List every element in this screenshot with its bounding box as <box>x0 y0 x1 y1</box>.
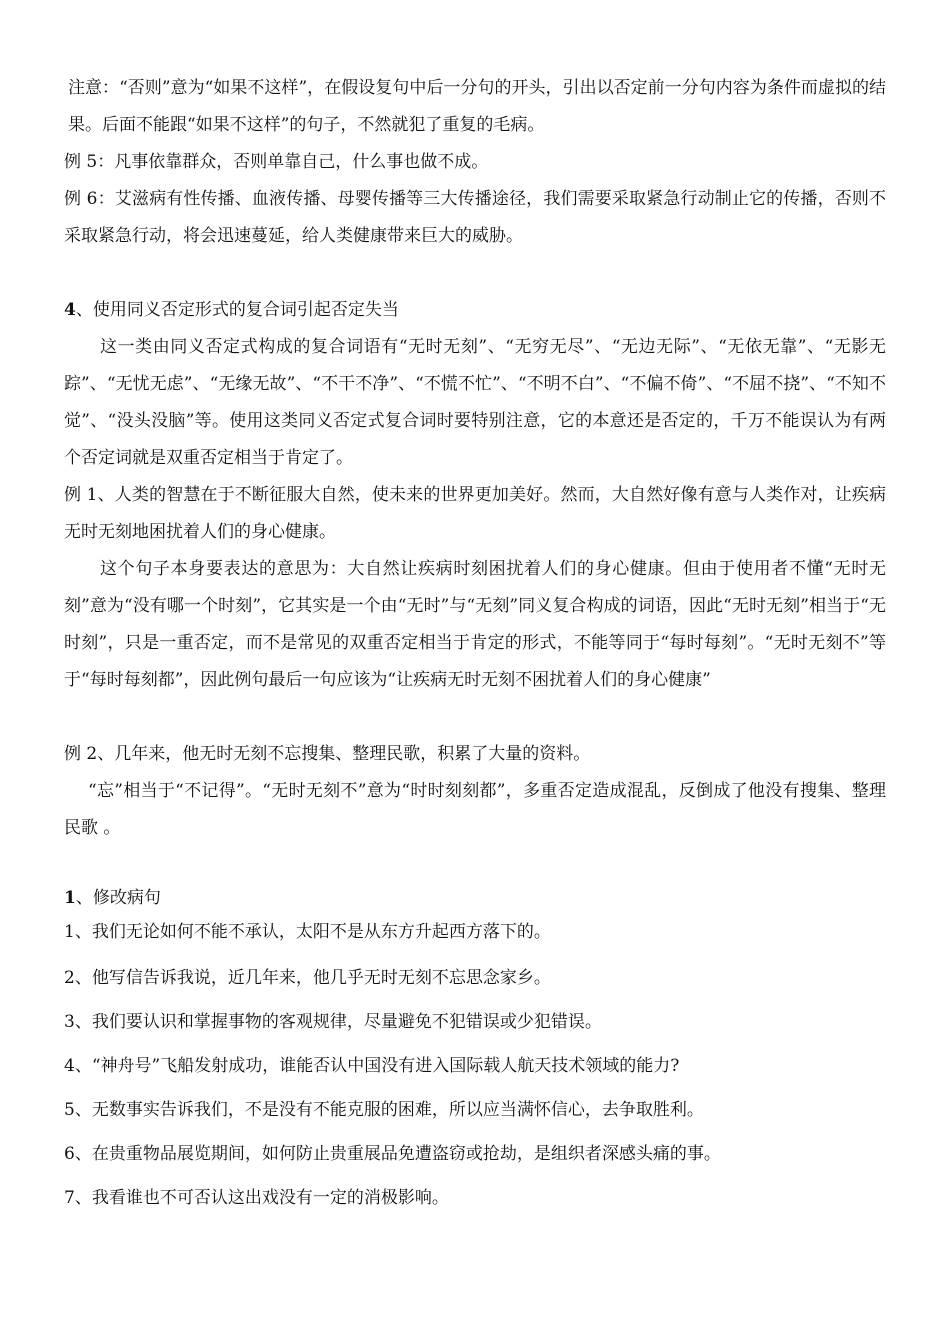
section-4-example-1: 例 1、人类的智慧在于不断征服大自然，使未来的世界更加美好。然而，大自然好像有意与人类作对，让疾病无时无刻地困扰着人们的身心健康。 <box>64 485 886 542</box>
spacer <box>64 699 886 736</box>
section-4-example-2: 例 2、几年来，他无时无刻不忘搜集、整理民歌，积累了大量的资料。 <box>64 744 591 764</box>
exercises-title: 、修改病句 <box>75 888 161 908</box>
exercise-item: 7、我看谁也不可否认这出戏没有一定的消极影响。 <box>64 1188 449 1208</box>
exercise-item: 6、在贵重物品展览期间，如何防止贵重展品免遭盗窃或抢劫，是组织者深感头痛的事。 <box>64 1144 721 1164</box>
note-paragraph: 注意：“否则”意为“如果不这样”，在假设复句中后一分句的开头，引出以否定前一分句内容为条件而虚拟的结果。后面不能跟“如果不这样”的句子，不然就犯了重复的毛病。 <box>68 78 886 135</box>
exercise-list <box>64 915 886 1215</box>
section-4-number: 4 <box>64 300 76 320</box>
section-4-analysis-2: “忘”相当于“不记得”。“无时无刻不”意为“时时刻刻都”，多重否定造成混乱，反倒成了他没有搜集、整理民歌 。 <box>64 781 886 838</box>
exercise-item: 3、我们要认识和掌握事物的客观规律，尽量避免不犯错误或少犯错误。 <box>64 1012 602 1032</box>
example-6: 例 6：艾滋病有性传播、血液传播、母婴传播等三大传播途径，我们需要采取紧急行动制止它的传播，否则不采取紧急行动，将会迅速蔓延，给人类健康带来巨大的威胁。 <box>64 189 886 246</box>
exercise-item: 2、他写信告诉我说，近几年来，他几乎无时无刻不忘思念家乡。 <box>64 968 551 988</box>
section-4-analysis-1: 这个句子本身要表达的意思为：大自然让疾病时刻困扰着人们的身心健康。但由于使用者不懂“无时无刻”意为“没有哪一个时刻”，它其实是一个由“无时”与“无刻”同义复合构成的词语，因此“无时无刻”相当于“无时刻”，只是一重否定，而不是常见的双重否定相当于肯定的形式，不能等同于“每时每刻”。“无时无刻不”等于“每时每刻都”，因此例句最后一句应该为“让疾病无时无刻不困扰着人们的身心健康” <box>64 559 886 690</box>
section-4-title: 、使用同义否定形式的复合词引起否定失当 <box>75 300 399 320</box>
exercise-item: 1、我们无论如何不能不承认，太阳不是从东方升起西方落下的。 <box>64 922 551 942</box>
spacer <box>64 255 886 292</box>
section-4-heading <box>64 292 886 329</box>
section-4-intro: 这一类由同义否定式构成的复合词语有“无时无刻”、“无穷无尽”、“无边无际”、“无依无靠”、“无影无踪”、“无忧无虑”、“无缘无故”、“不干不净”、“不慌不忙”、“不明不白”、“不偏不倚”、“不屈不挠”、“不知不觉”、“没头没脑”等。使用这类同义否定式复合词时要特别注意，它的本意还是否定的，千万不能误认为有两个否定词就是双重否定相当于肯定了。 <box>64 337 886 468</box>
example-5: 例 5：凡事依靠群众，否则单靠自己，什么事也做不成。 <box>64 152 489 172</box>
exercise-item: 4、“神舟号”飞船发射成功，谁能否认中国没有进入国际载人航天技术领域的能力? <box>64 1056 680 1076</box>
exercises-number: 1 <box>64 888 76 908</box>
exercise-item: 5、无数事实告诉我们，不是没有不能克服的困难，所以应当满怀信心，去争取胜利。 <box>64 1100 704 1120</box>
exercises-heading <box>64 881 886 915</box>
document-page <box>64 70 886 1225</box>
spacer <box>64 847 886 881</box>
